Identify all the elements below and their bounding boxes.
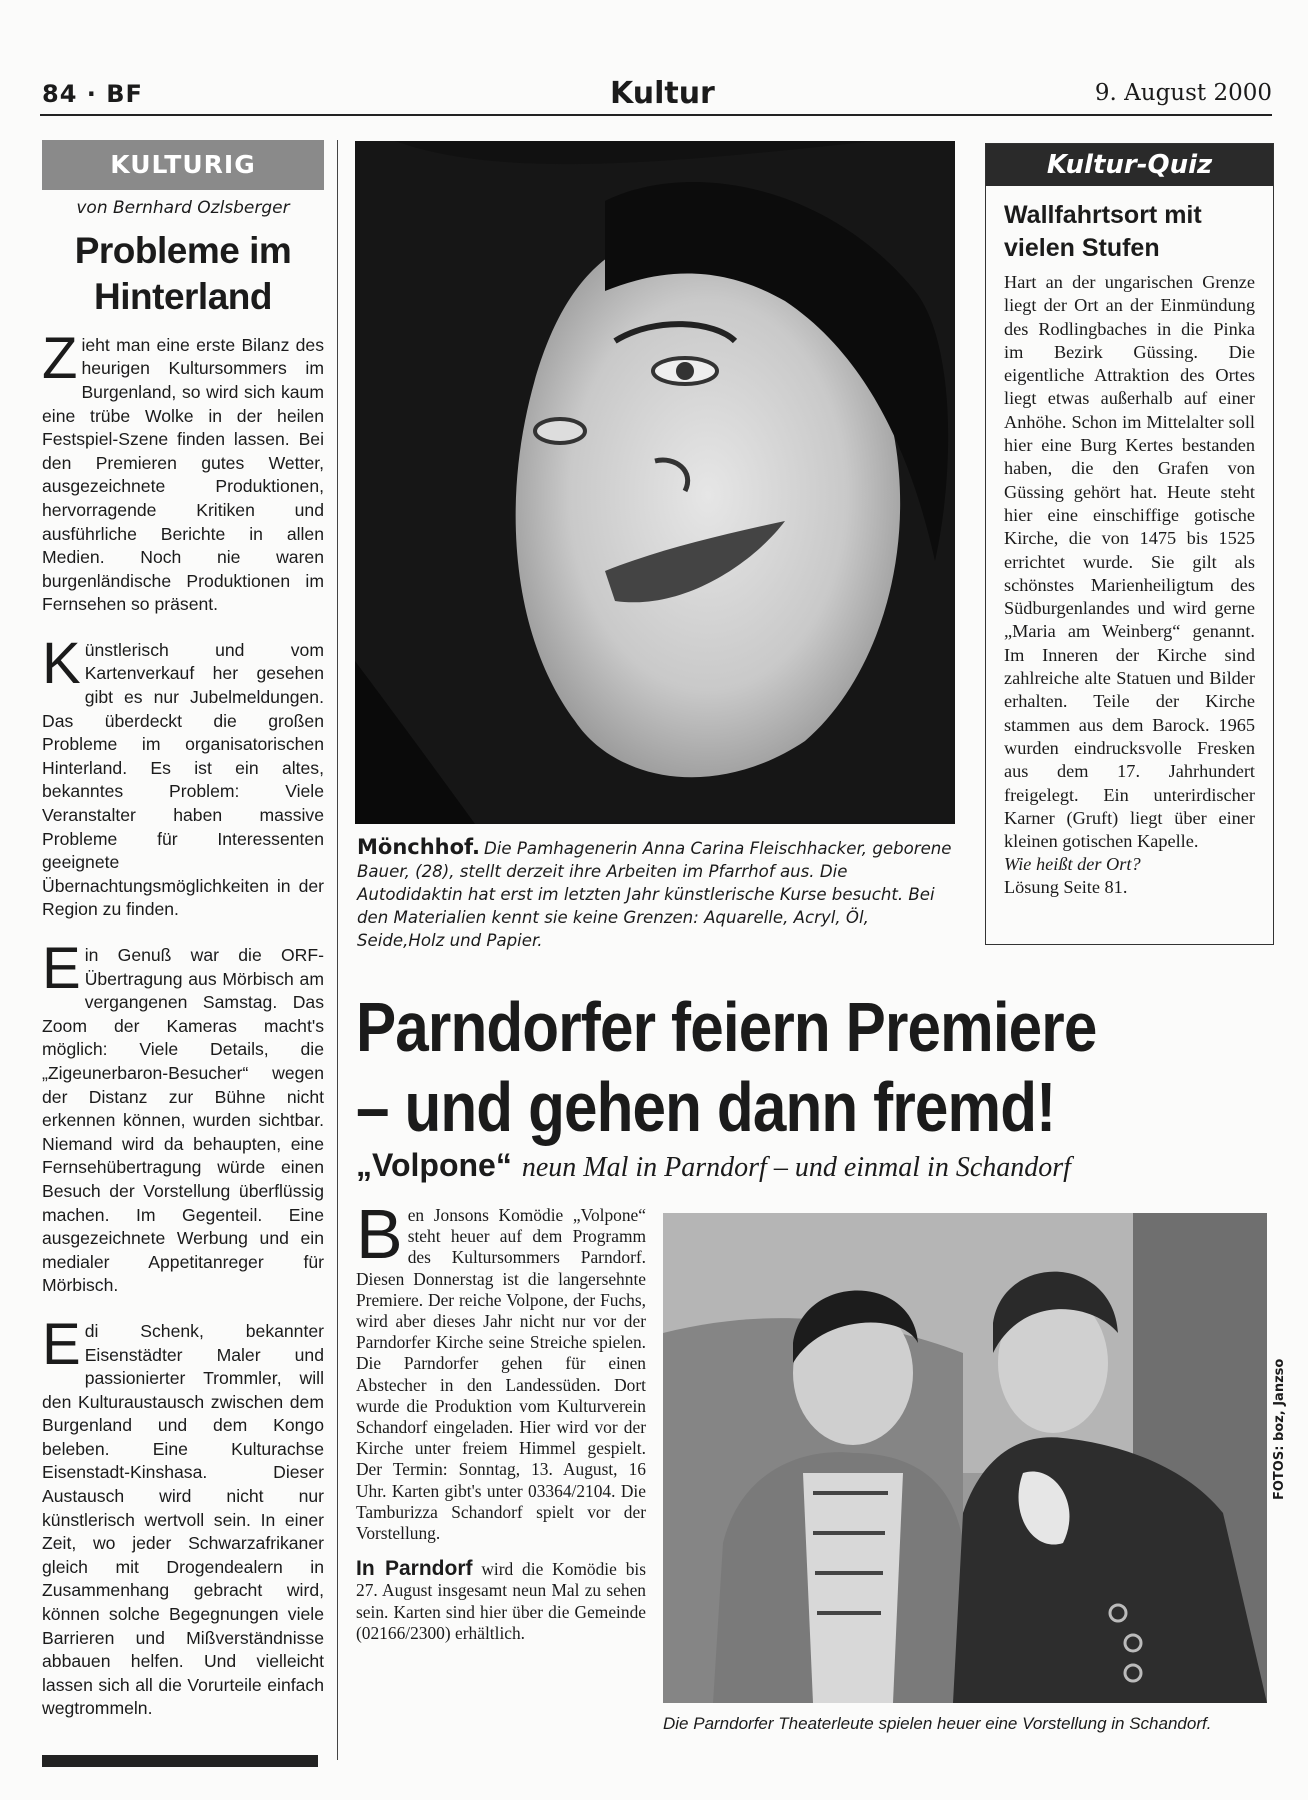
- header-rule: [40, 114, 1272, 116]
- drop-cap: E: [42, 936, 81, 1001]
- column-end-bar: [42, 1755, 318, 1767]
- paragraph-lead: In Parndorf: [356, 1557, 473, 1581]
- portrait-photo: [355, 141, 955, 824]
- headline-line: – und gehen dann fremd!: [356, 1068, 1056, 1146]
- headline-line: Parndorfer feiern Premiere: [356, 988, 1097, 1066]
- photo-credit: FOTOS: boz, Janzso: [1272, 1358, 1287, 1500]
- issue-date: 9. August 2000: [1094, 80, 1272, 106]
- byline: von Bernhard Ozlsberger: [76, 198, 290, 218]
- column-label: KULTURIG: [42, 140, 324, 190]
- drop-cap: K: [42, 630, 81, 696]
- quiz-body: Hart an der ungarischen Grenze liegt der Ort an der Einmündung des Rodlingbaches in die Pinka im Bezirk Güssing. Die eigentliche Attraktion des Ortes liegt etwas außerhalb auf einer Anhöhe. Schon im Mittelalter soll hier eine Burg Kertes bestanden haben, die den Grafen von Güssing gehört hat. Heute steht hier eine einschiffige gotische Kirche, die von 1475 bis 1525 errichtet wurde. Sie gilt als schönstes Marienheiligtum des Südburgenlandes und wird gerne „Maria am Weinberg“ genannt. Im Inneren der Kirche sind zahlreiche alte Statuen und Bilder erhalten. Teile der Kirche stammen aus dem Barock. 1965 wurden eindrucksvolle Fresken aus dem 17. Jahrhundert freigelegt. Ein unterirdischer Karner (Gruft) liegt über einer kleinen gotischen Kapelle.: [1004, 272, 1255, 852]
- article-body: [356, 1195, 646, 1644]
- subheadline: [356, 1147, 1276, 1184]
- photo-caption: Die Parndorfer Theaterleute spielen heuer eine Vorstellung in Schandorf.: [663, 1714, 1212, 1733]
- column-divider: [337, 140, 338, 1760]
- page-number: 84 · BF: [42, 80, 143, 108]
- column-paragraph: [42, 630, 324, 922]
- theatre-photo: [663, 1213, 1267, 1703]
- column-headline: Probleme im Hinterland: [74, 230, 292, 317]
- caption-text: Die Pamhagenerin Anna Carina Fleischhacker, geborene Bauer, (28), stellt derzeit ihre Arbeiten im Pfarrhof aus. Die Autodidaktin hat erst im letzten Jahr künstlerische Kurse besucht. Bei den Materialien kennt sie keine Grenzen: Aquarelle, Acryl, Öl, Seide,Holz und Papier.: [357, 839, 952, 950]
- subhead-rest: neun Mal in Parndorf – und einmal in Schandorf: [521, 1152, 1071, 1183]
- column-paragraph: [42, 1311, 324, 1721]
- drop-cap: B: [356, 1195, 403, 1273]
- quiz-label: Kultur-Quiz: [986, 144, 1273, 186]
- main-headline: [356, 987, 1147, 1147]
- column-paragraph: [42, 325, 324, 617]
- caption-lead: Mönchhof.: [357, 835, 481, 859]
- quiz-title: Wallfahrtsort mit vielen Stufen: [1004, 201, 1202, 262]
- paragraph-text: in Genuß war die ORF-Übertragung aus Mörbisch am vergangenen Samstag. Das Zoom der Kameras macht's möglich: Viele Details, die „Zigeunerbaron-Besucher“ wegen der Distanz zur Bühne nicht erkennen können, wurden sichtbar. Niemand wird da behaupten, eine Fernsehübertragung würde einen Besuch der Vorstellung überflüssig machen. Im Gegenteil. Eine ausgezeichnete Werbung und ein medialer Appetitanreger für Mörbisch.: [42, 945, 324, 1296]
- quiz-question: Wie heißt der Ort?: [1004, 854, 1141, 875]
- kultur-quiz-box: [985, 143, 1274, 945]
- paragraph-text: ünstlerisch und vom Kartenverkauf her gesehen gibt es nur Jubelmeldungen. Das überdeckt die großen Probleme im organisatorischen Hinterland. Es ist ein altes, bekanntes Problem: Viele Veranstalter haben massive Probleme für Interessenten geeignete Übernachtungsmöglichkeiten in der Region zu finden.: [42, 639, 324, 920]
- subhead-keyword: „Volpone“: [356, 1147, 512, 1183]
- drop-cap: E: [42, 1311, 81, 1377]
- photo-caption: [357, 836, 952, 952]
- column-paragraph: [42, 936, 324, 1298]
- paragraph-text: ieht man eine erste Bilanz des heurigen Kultursommers im Burgenland, so wird sich kaum eine trübe Wolke in der heilen Festspiel-Szene finden lassen. Bei den Premieren gutes Wetter, ausgezeichnete Produktionen, hervorragende Kritiken und ausführliche Berichte in allen Medien. Noch nie waren burgenländische Produktionen im Fernsehen so präsent.: [42, 334, 324, 615]
- paragraph-text: wird die Komödie bis 27. August insgesamt neun Mal zu sehen sein. Karten sind hier über die Gemeinde (02166/2300) erhältlich.: [356, 1559, 646, 1643]
- drop-cap: Z: [42, 325, 78, 391]
- paragraph-text: en Jonsons Komödie „Volpone“ steht heuer auf dem Programm des Kultursommers Parndorf. Diesen Donnerstag ist die langersehnte Premiere. Der reiche Volpone, der Fuchs, wird aber dieses Jahr nicht nur vor der Parndorfer Kirche seine Streiche spielen. Die Parndorfer gehen für einen Abstecher in den Landessüden. Dort wurde die Produktion vom Kulturverein Schandorf eingeladen. Hier wird vor der Kirche unter freiem Himmel gespielt. Der Termin: Sonntag, 13. August, 16 Uhr. Karten gibt's unter 03364/2104. Die Tamburizza Schandorf spielt vor der Vorstellung.: [356, 1205, 646, 1544]
- article-paragraph: [356, 1195, 646, 1544]
- kulturig-column: [42, 140, 324, 1750]
- article-paragraph: [356, 1558, 646, 1644]
- section-title: Kultur: [610, 76, 715, 111]
- quiz-answer: Lösung Seite 81.: [1004, 877, 1128, 898]
- paragraph-text: di Schenk, bekannter Eisenstädter Maler und passionierter Trommler, will den Kulturaustausch zwischen dem Burgenland und dem Kongo beleben. Eine Kulturachse Eisenstadt-Kinshasa. Dieser Austausch wird nicht nur künstlerisch wertvoll sein. In einer Zeit, wo jeder Schwarzafrikaner gleich mit Drogendealern in Zusammenhang gebracht wird, können solche Begegnungen viele Barrieren und Mißverständnisse abbauen helfen. Und vielleicht lassen sich all die Vorurteile einfach wegtrommeln.: [42, 1320, 324, 1719]
